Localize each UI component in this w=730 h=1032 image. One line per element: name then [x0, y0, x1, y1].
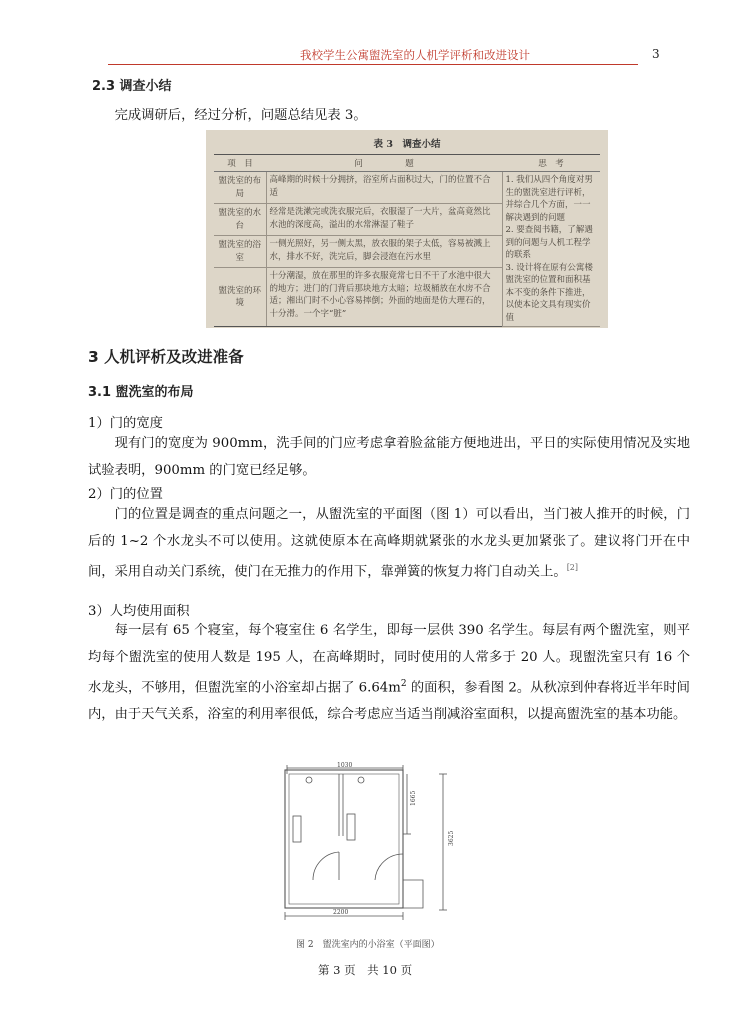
- citation-ref: [2]: [566, 563, 579, 572]
- dim-mid-label: 1665: [410, 790, 417, 806]
- table-cell-item: 盥洗室的环境: [214, 268, 266, 327]
- running-header-title: 我校学生公寓盥洗室的人机学评析和改进设计: [300, 48, 530, 62]
- table-caption: 表 3 调查小结: [373, 139, 441, 150]
- survey-summary-table: [206, 130, 608, 328]
- door-position-title: 2）门的位置: [88, 487, 163, 502]
- header-rule: [108, 64, 638, 65]
- bathroom-floorplan-figure: [275, 762, 465, 922]
- table-cell-item: 盥洗室的布局: [214, 172, 266, 204]
- area-per-person-title: 3）人均使用面积: [88, 604, 190, 619]
- page-footer: 第 3 页 共 10 页: [318, 963, 413, 977]
- section-2-3-intro: 完成调研后，经过分析，问题总结见表 3。: [114, 108, 367, 123]
- table-header-problem: 问 题: [266, 155, 502, 172]
- table-cell-problem: 一侧光照好，另一侧太黑，放衣服的架子太低，容易被溅上水，排水不好，洗完后，脚会浸泡在污水里: [266, 236, 502, 268]
- table-header-thinking: 思 考: [502, 155, 600, 172]
- table-cell-item: 盥洗室的浴室: [214, 236, 266, 268]
- table-cell-problem: 经常是洗漱完或洗衣服完后，衣服湿了一大片，盆高竟然比水池的深度高，溢出的水常淋湿了鞋子: [266, 204, 502, 236]
- table-cell-problem: 高峰期的时候十分拥挤，浴室所占面积过大，门的位置不合适: [266, 172, 502, 204]
- table-header-item: 项 目: [214, 155, 266, 172]
- section-2-3-heading: 2.3 调查小结: [92, 79, 172, 94]
- figure-caption: 图 2 盥洗室内的小浴室（平面图）: [296, 940, 440, 950]
- dim-bottom-label: 2200: [333, 909, 349, 916]
- header-page-number: 3: [652, 47, 660, 61]
- section-3-1-heading: 3.1 盥洗室的布局: [88, 385, 194, 400]
- door-width-title: 1）门的宽度: [88, 416, 163, 431]
- table-cell-thinking: 1. 我们从四个角度对男生的盥洗室进行评析，并综合几个方面，一一解决遇到的问题 2. 要查阅书籍，了解遇到的问题与人机工程学的联系 3. 设计将在原有公寓楼盥洗室的位置和面积基本不变的条件下推进，以使本论文具有现实价值: [502, 172, 600, 327]
- area-superscript: 2: [400, 679, 407, 689]
- area-text-b: 的面积，参看图 2。从秋凉到仲春将近半年时间内，由于天气关系，浴室的利用率很低，综合考虑应当适当削减浴室面积，以提高盥洗室的基本功能。: [88, 680, 690, 722]
- table-cell-problem: 十分潮湿，放在那里的许多衣服竟常七日不干了水池中很大的地方；进门的门背后那块地方太暗；垃圾桶放在水房不合适；湘出门时不小心容易摔倒；外面的地面是仿大理石的，十分滑。一个字“脏”: [266, 268, 502, 327]
- area-per-person-paragraph: [88, 618, 690, 728]
- section-3-heading: 3 人机评析及改进准备: [88, 348, 244, 366]
- dim-top-label: 1030: [337, 762, 353, 769]
- table-cell-item: 盥洗室的水台: [214, 204, 266, 236]
- area-text-a: 每一层有 65 个寝室，每个寝室住 6 名学生，即每一层供 390 名学生。每层有两个盥洗室，则平均每个盥洗室的使用人数是 195 人，在高峰期时，同时使用的人常多于 20 人。现盥洗室只有 16 个水龙头，不够用，但盥洗室的小浴室却占据了 6.64m: [88, 623, 690, 696]
- dim-right-label: 3625: [448, 830, 455, 846]
- door-position-paragraph: [88, 502, 690, 586]
- door-position-text: 门的位置是调查的重点问题之一，从盥洗室的平面图（图 1）可以看出，当门被人推开的时候，门后的 1~2 个水龙头不可以使用。这就使原本在高峰期就紧张的水龙头更加紧张了。建议将门开在中间，采用自动关门系统，使门在无推力的作用下，靠弹簧的恢复力将门自动关上。: [88, 507, 690, 580]
- table-row: [214, 172, 600, 204]
- door-width-text: 现有门的宽度为 900mm，洗手间的门应考虑拿着脸盆能方便地进出，平日的实际使用情况及实地试验表明，900mm 的门宽已经足够。: [88, 436, 690, 478]
